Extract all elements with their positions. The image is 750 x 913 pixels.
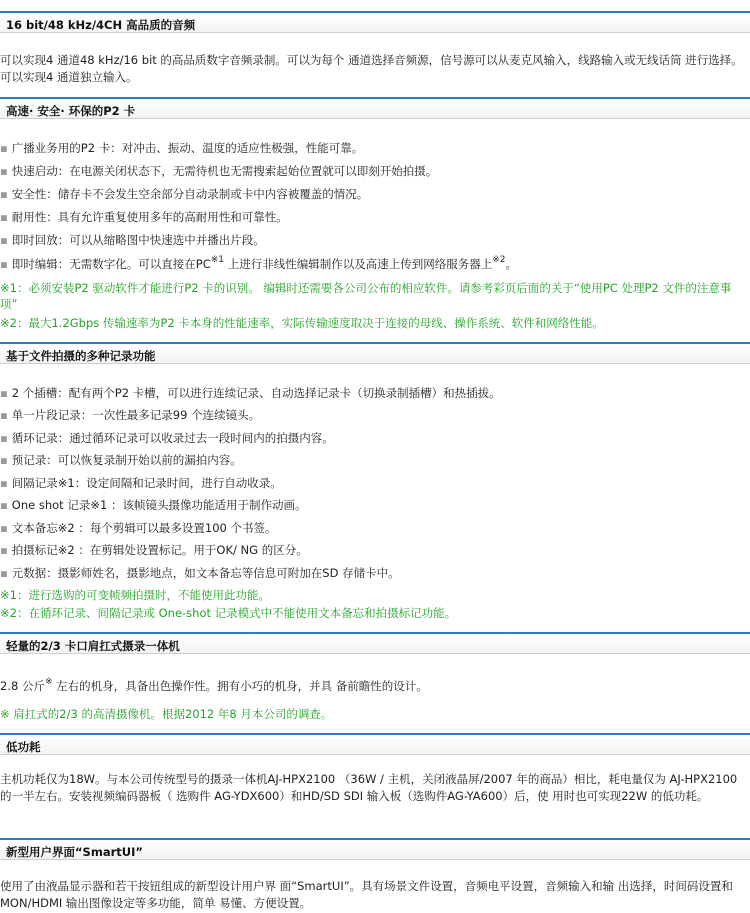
- bullet-icon: ▪: [0, 141, 8, 155]
- bullet-icon: ▪: [0, 431, 8, 445]
- section-header-audio: [0, 11, 750, 33]
- p2-feature-item: ▪ 快速启动：在电源关闭状态下，无需待机也无需搜索起始位置就可以即刻开始拍摄。: [0, 164, 438, 178]
- recording-feature-item: ▪ 元数据：摄影师姓名，摄影地点，如文本备忘等信息可附加在SD 存储卡中。: [0, 566, 400, 580]
- section-title-power: 低功耗: [6, 740, 41, 754]
- section-header-power: [0, 733, 750, 755]
- bullet-icon: ▪: [0, 453, 8, 467]
- p2-footnote-1: ※1：必须安装P2 驱动软件才能进行P2 卡的识别。 编辑时还需要各公司公布的相应软件。请参考彩页后面的关于“使用PC 处理P2 文件的注意事项”: [0, 281, 732, 311]
- recording-feature-item: ▪ 文本备忘※2 ：每个剪辑可以最多设置100 个书签。: [0, 521, 277, 535]
- recording-feature-item: ▪ One shot 记录※1 ：该帧镜头摄像功能适用于制作动画。: [0, 498, 307, 512]
- section-header-body: [0, 632, 750, 654]
- p2-footnote-2: ※2：最大1.2Gbps 传输速率为P2 卡本身的性能速率，实际传输速度取决于连接的母线、操作系统、软件和网络性能。: [0, 316, 604, 330]
- bullet-icon: ▪: [0, 476, 8, 490]
- p2-feature-item: ▪ 安全性：储存卡不会发生空余部分自动录制或卡中内容被覆盖的情况。: [0, 187, 369, 201]
- recording-feature-item: ▪ 2 个插槽：配有两个P2 卡槽，可以进行连续记录、自动选择记录卡（切换录制插槽）和热插拔。: [0, 386, 501, 400]
- p2-feature-item: ▪ 即时编辑：无需数字化。可以直接在PC$^{※1}$ 上进行非线性编辑制作以及高速上传到网络服务器上$^{※2}$。: [0, 255, 517, 271]
- section-title-audio: 16 bit/48 kHz/4CH 高品质的音频: [6, 18, 196, 32]
- section-title-recording: 基于文件拍摄的多种记录功能: [6, 349, 156, 363]
- body-footnote: ※ 肩扛式的2/3 的高清摄像机。根据2012 年8 月本公司的调查。: [0, 707, 333, 721]
- bullet-icon: ▪: [0, 566, 8, 580]
- p2-feature-item: ▪ 广播业务用的P2 卡：对冲击、振动、温度的适应性极强，性能可靠。: [0, 141, 364, 155]
- bullet-icon: ▪: [0, 498, 8, 512]
- body-description: 2.8 公斤※ 左右的机身，具备出色操作性。拥有小巧的机身，并具 备前瞻性的设计。: [0, 677, 428, 693]
- bullet-icon: ▪: [0, 187, 8, 201]
- bullet-icon: ▪: [0, 386, 8, 400]
- smartui-description: 使用了由液晶显示器和若干按钮组成的新型设计用户界 面“SmartUI”。具有场景文件设置，音频电平设置，音频输入和输 出选择，时间码设置和MON/HDMI 输出图像设定等多功能，简单 易懂、方便设置。: [0, 879, 733, 910]
- recording-feature-item: ▪ 单一片段记录：一次性最多记录99 个连续镜头。: [0, 408, 261, 422]
- audio-description: 可以实现4 通道48 kHz/16 bit 的高品质数字音频录制。可以为每个 通道选择音频源，信号源可以从麦克风输入，线路输入或无线话筒 进行选择。可以实现4 通道独立输入。: [0, 53, 743, 84]
- recording-feature-item: ▪ 预记录：可以恢复录制开始以前的漏拍内容。: [0, 453, 242, 467]
- recording-feature-item: ▪ 拍摄标记※2 ：在剪辑处设置标记。用于OK/ NG 的区分。: [0, 543, 308, 557]
- recording-footnote-1: ※1：进行选购的可变帧频拍摄时，不能使用此功能。: [0, 588, 270, 602]
- recording-feature-item: ▪ 间隔记录※1：设定间隔和记录时间，进行自动收录。: [0, 476, 282, 490]
- p2-feature-item: ▪ 即时回放：可以从缩略图中快速选中并播出片段。: [0, 233, 265, 247]
- bullet-icon: ▪: [0, 257, 8, 271]
- bullet-icon: ▪: [0, 408, 8, 422]
- section-header-smartui: [0, 838, 750, 860]
- power-description: 主机功耗仅为18W。与本公司传统型号的摄录一体机AJ-HPX2100 （36W / 主机，关闭液晶屏/2007 年的商品）相比，耗电量仅为 AJ-HPX2100 的一半左右。安装视频编码器板（ 选购件 AG-YDX600）和HD/SD SDI 输入板（选购件AG-YA600）后，使 用时也可实现22W 的低功耗。: [0, 772, 738, 803]
- bullet-icon: ▪: [0, 164, 8, 178]
- section-title-p2: 高速· 安全· 环保的P2 卡: [6, 104, 136, 118]
- recording-feature-item: ▪ 循环记录：通过循环记录可以收录过去一段时间内的拍摄内容。: [0, 431, 334, 445]
- section-title-body: 轻量的2/3 卡口肩扛式摄录一体机: [6, 639, 180, 653]
- p2-feature-item: ▪ 耐用性：具有允许重复使用多年的高耐用性和可靠性。: [0, 210, 288, 224]
- recording-footnote-2: ※2：在循环记录、间隔记录或 One-shot 记录模式中不能使用文本备忘和拍摄标记功能。: [0, 606, 457, 620]
- section-header-recording: [0, 342, 750, 364]
- bullet-icon: ▪: [0, 210, 8, 224]
- bullet-icon: ▪: [0, 543, 8, 557]
- bullet-icon: ▪: [0, 521, 8, 535]
- section-title-smartui: 新型用户界面“SmartUI”: [6, 845, 143, 859]
- section-header-p2: [0, 97, 750, 119]
- bullet-icon: ▪: [0, 233, 8, 247]
